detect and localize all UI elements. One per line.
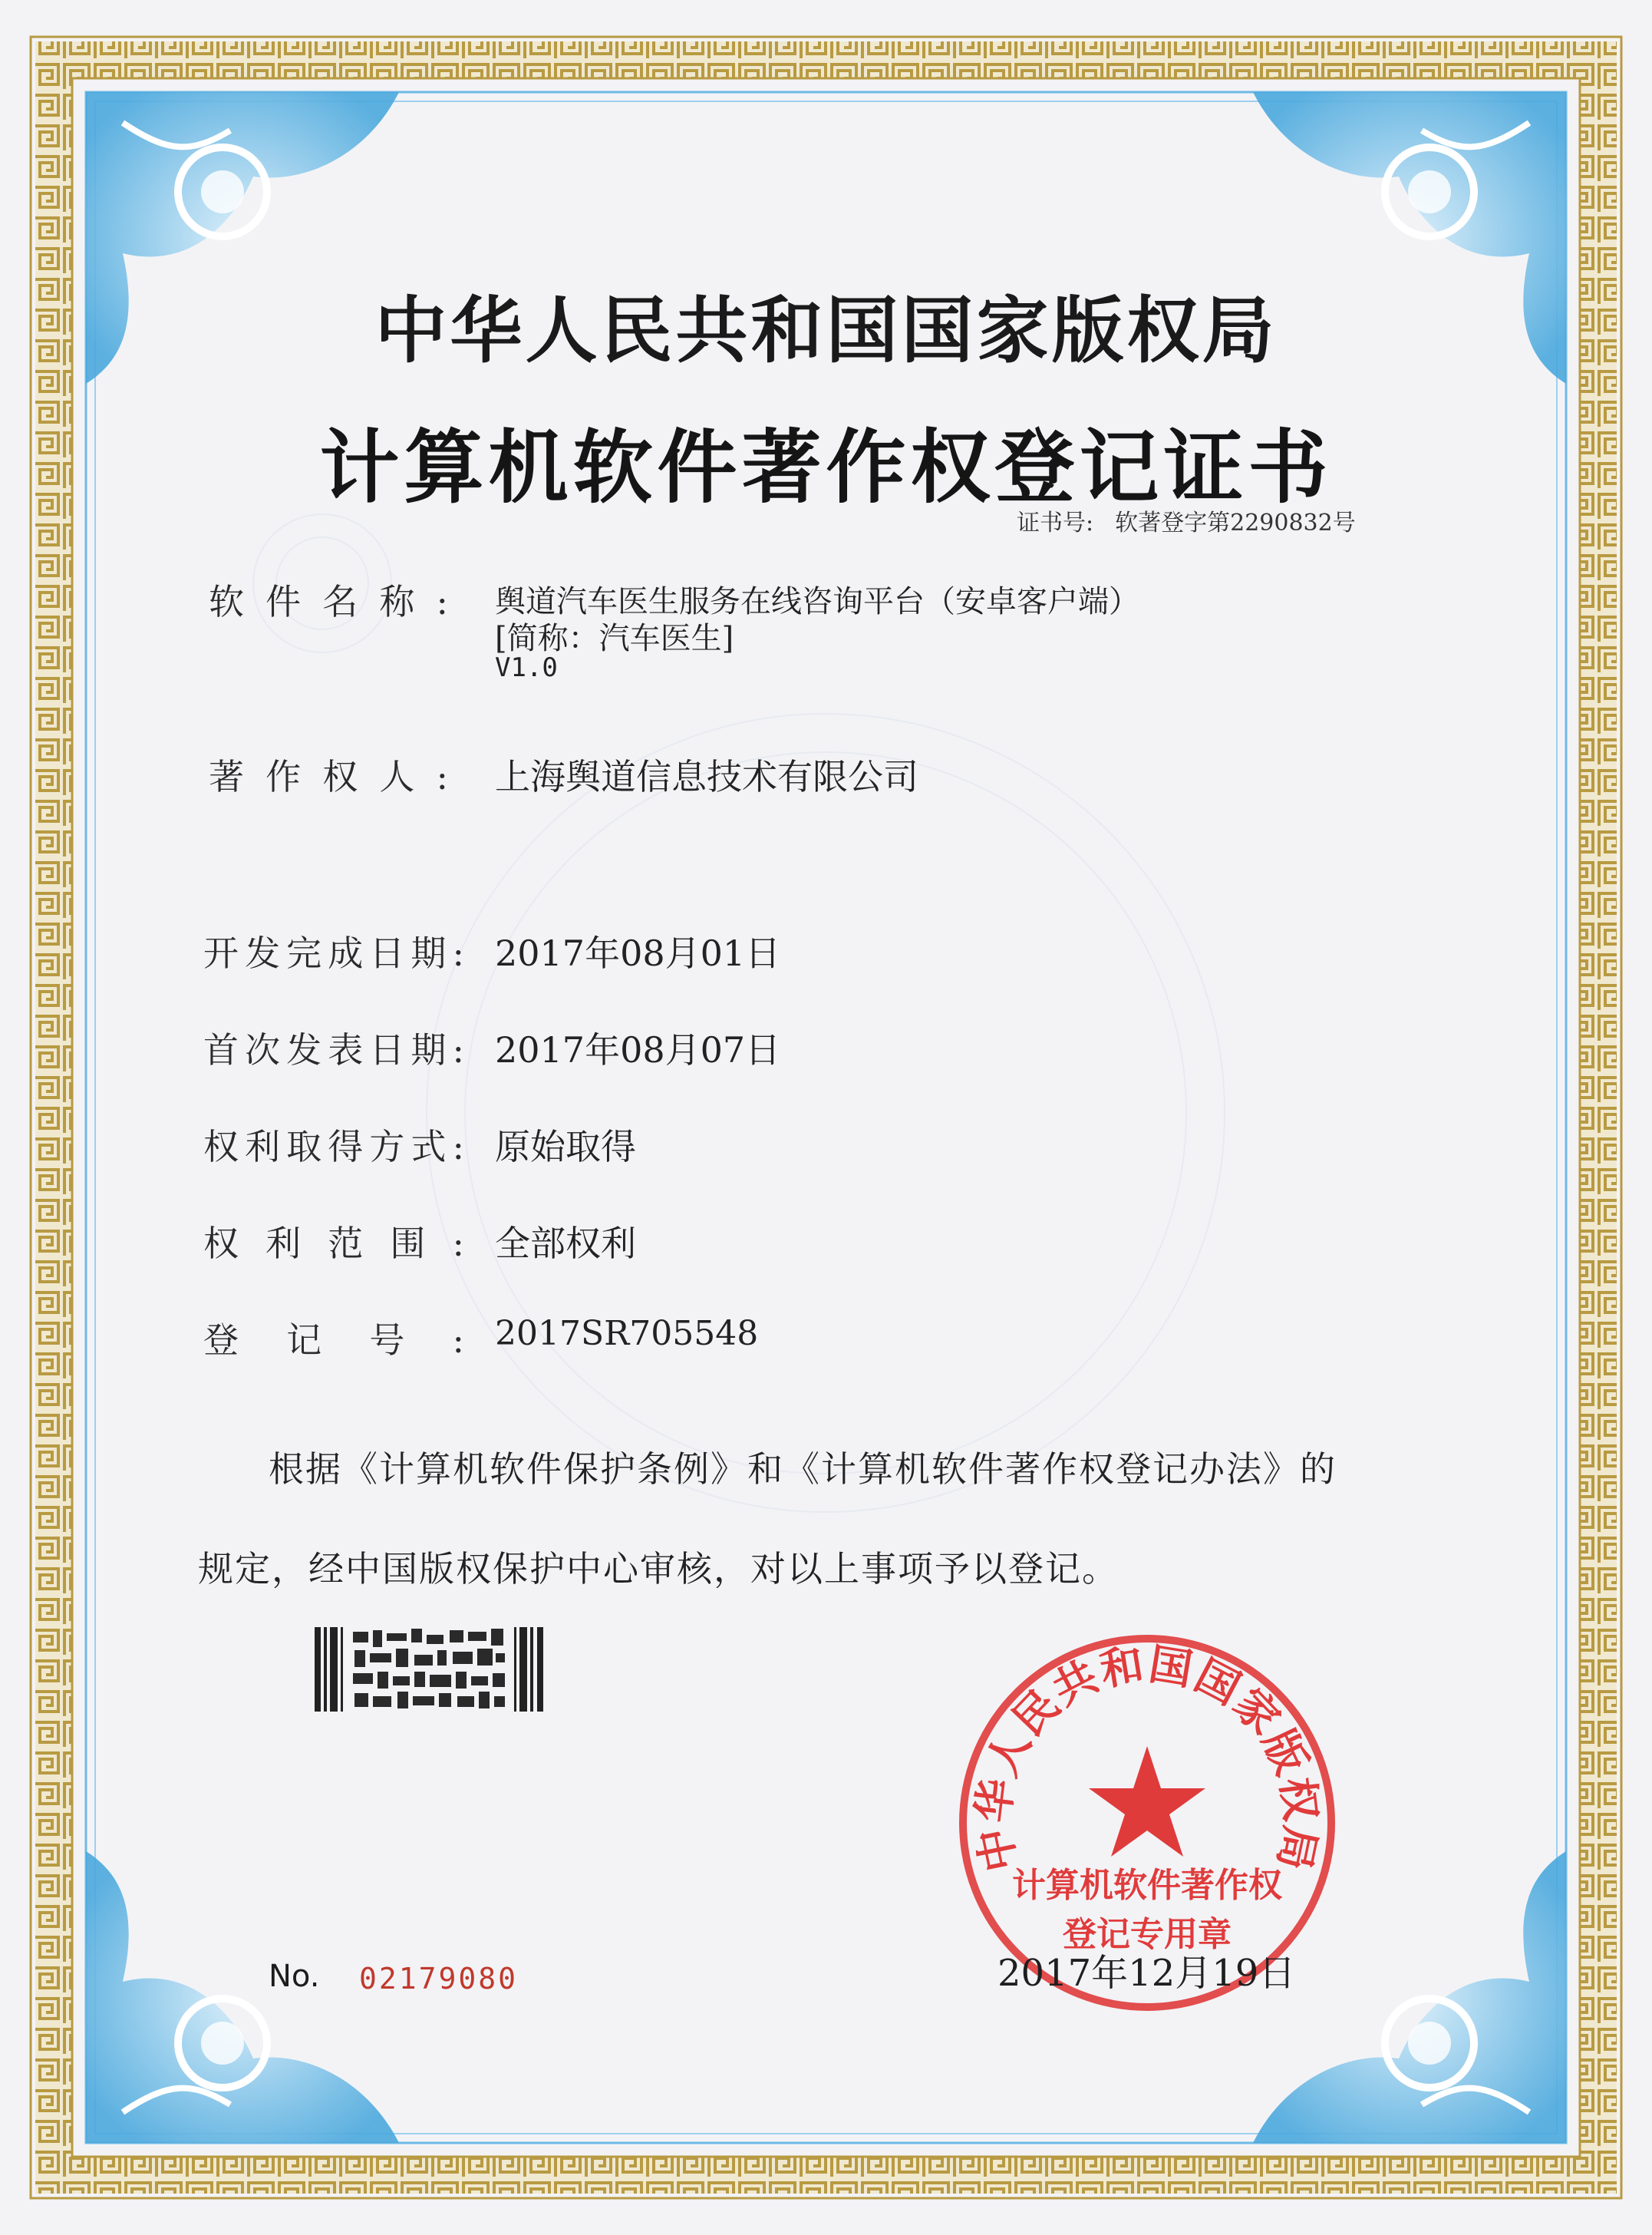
rights-scope-label: 权利范围:	[203, 1223, 464, 1264]
registration-number-label: 登记号:	[203, 1319, 464, 1361]
software-name-line2: [简称：汽车医生]	[495, 621, 734, 656]
registration-number-value: 2017SR705548	[495, 1314, 759, 1353]
certificate-title: 计算机软件著作权登记证书	[319, 420, 1333, 514]
barcode-image	[315, 1627, 545, 1712]
acquisition-method-label: 权利取得方式:	[203, 1126, 464, 1167]
issuing-authority-title: 中华人民共和国国家版权局	[374, 289, 1278, 373]
issue-date: 2017年12月19日	[997, 1952, 1296, 1995]
certificate-number-value: 软著登字第2290832号	[1115, 510, 1356, 536]
copyright-owner-label: 著作权人:	[209, 756, 448, 797]
software-name-line1: 舆道汽车医生服务在线咨询平台（安卓客户端）	[495, 584, 1139, 619]
seal-star-icon	[1089, 1746, 1205, 1857]
rights-scope-value: 全部权利	[495, 1223, 636, 1264]
software-name-label: 软件名称:	[209, 581, 448, 622]
completion-date-label: 开发完成日期:	[203, 933, 464, 974]
certificate-number	[1017, 503, 1377, 537]
first-publish-date-value: 2017年08月07日	[495, 1029, 781, 1071]
serial-number-label: No.	[269, 1959, 320, 1994]
legal-basis-line2: 规定，经中国版权保护中心审核，对以上事项予以登记。	[198, 1548, 1119, 1590]
legal-basis-line1: 根据《计算机软件保护条例》和《计算机软件著作权登记办法》的	[269, 1448, 1337, 1490]
seal-inner-line1: 计算机软件著作权	[1012, 1866, 1282, 1905]
corner-ornament-bottom-left	[86, 1851, 399, 2143]
certificate-number-label: 证书号:	[1017, 510, 1094, 536]
copyright-owner-value: 上海舆道信息技术有限公司	[495, 756, 918, 797]
seal-ring-text: 中华人民共和国国家版权局	[968, 1639, 1326, 1876]
acquisition-method-value: 原始取得	[495, 1126, 636, 1167]
serial-number-value: 02179080	[359, 1962, 519, 1996]
software-name-line3: V1.0	[495, 652, 558, 683]
completion-date-value: 2017年08月01日	[495, 933, 781, 974]
seal-inner-line2: 登记专用章	[1063, 1915, 1232, 1954]
first-publish-date-label: 首次发表日期:	[203, 1029, 464, 1071]
